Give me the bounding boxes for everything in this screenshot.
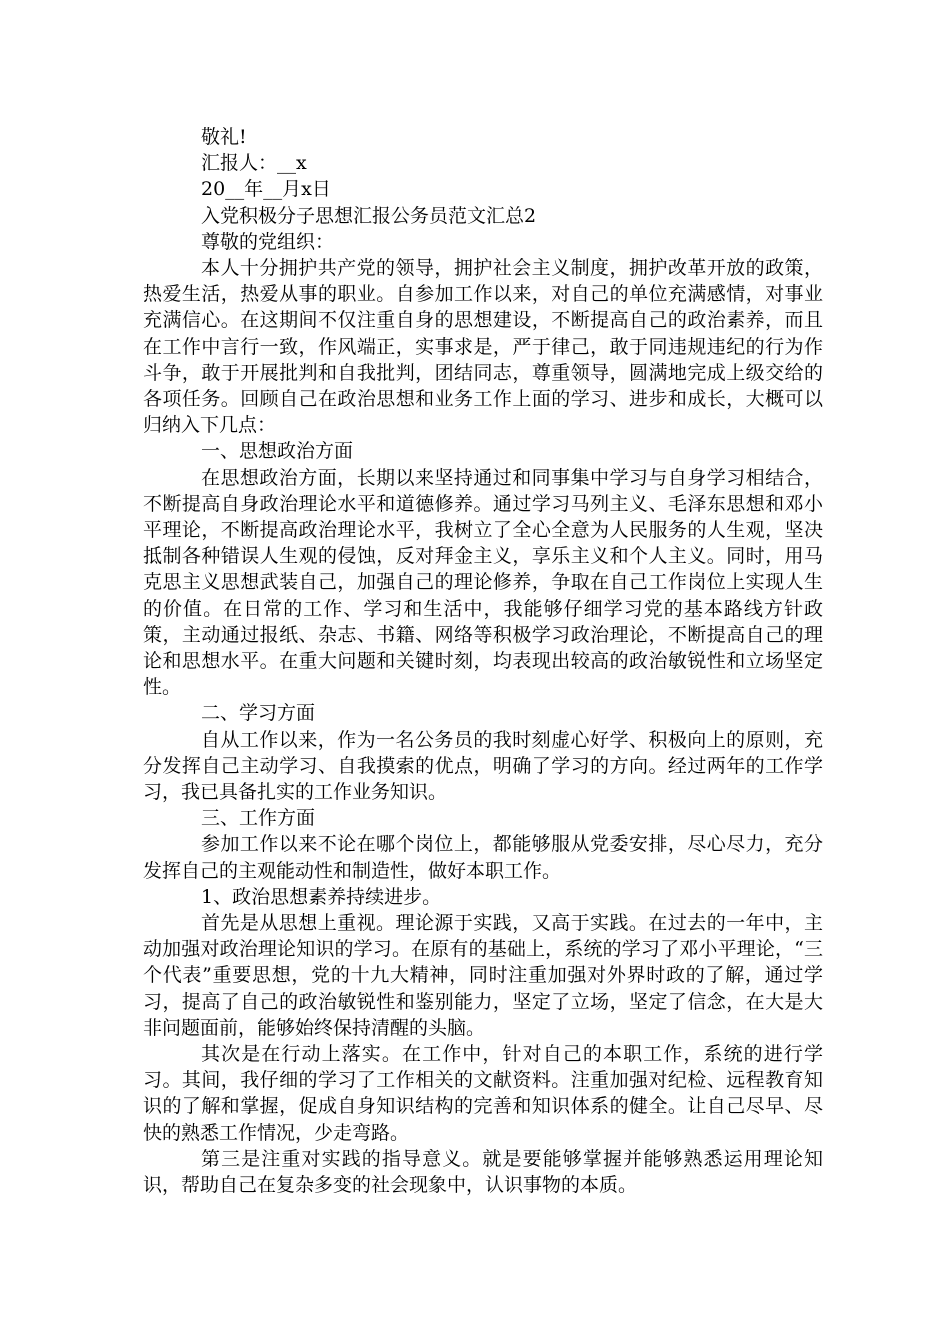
work-paragraph: 参加工作以来不论在哪个岗位上，都能够服从党委安排，尽心尽力，充分发挥自己的主观能动性和制造性，做好本职工作。 bbox=[143, 833, 823, 882]
section-heading-work: 三、工作方面 bbox=[201, 807, 316, 830]
intro-paragraph: 本人十分拥护共产党的领导，拥护社会主义制度，拥护改革开放的政策，热爱生活，热爱从事的职业。自参加工作以来，对自己的单位充满感情，对事业充满信心。在这期间不仅注重自身的思想建设，不断提高自己的政治素养，而且在工作中言行一致，作风端正，实事求是，严于律己，敢于同违规违纪的行为作斗争，敢于开展批判和自我批判，团结同志，尊重领导，圆满地完成上级交给的各项任务。回顾自己在政治思想和业务工作上面的学习、进步和成长，大概可以归纳入下几点： bbox=[143, 256, 823, 437]
date-line: 20__年__月x日 bbox=[201, 178, 331, 201]
political-paragraph: 在思想政治方面，长期以来坚持通过和同事集中学习与自身学习相结合，不断提高自身政治理论水平和道德修养。通过学习马列主义、毛泽东思想和邓小平理论，不断提高政治理论水平，我树立了全心全意为人民服务的人生观，坚决抵制各种错误人生观的侵蚀，反对拜金主义，享乐主义和个人主义。同时，用马克思主义思想武装自己，加强自己的理论修养，争取在自己工作岗位上实现人生的价值。在日常的工作、学习和生活中，我能够仔细学习党的基本路线方针政策，主动通过报纸、杂志、书籍、网络等积极学习政治理论，不断提高自己的理论和思想水平。在重大问题和关键时刻，均表现出较高的政治敏锐性和立场坚定性。 bbox=[143, 466, 823, 699]
study-paragraph: 自从工作以来，作为一名公务员的我时刻虚心好学、积极向上的原则，充分发挥自己主动学习、自我摸索的优点，明确了学习的方向。经过两年的工作学习，我已具备扎实的工作业务知识。 bbox=[143, 728, 823, 803]
closing-salute: 敬礼! bbox=[201, 126, 247, 148]
document-body bbox=[143, 124, 823, 1198]
section-heading-study: 二、学习方面 bbox=[201, 702, 316, 725]
document-title: 入党积极分子思想汇报公务员范文汇总2 bbox=[201, 204, 537, 227]
reporter-line: 汇报人：__x bbox=[201, 152, 307, 175]
section-heading-political: 一、思想政治方面 bbox=[201, 440, 354, 463]
subsection-heading-1: 1、政治思想素养持续进步。 bbox=[201, 885, 442, 908]
second-point-paragraph: 其次是在行动上落实。在工作中，针对自己的本职工作，系统的进行学习。其间，我仔细的学习了工作相关的文献资料。注重加强对纪检、远程教育知识的了解和掌握，促成自身知识结构的完善和知识体系的健全。让自己尽早、尽快的熟悉工作情况，少走弯路。 bbox=[143, 1043, 823, 1144]
first-point-paragraph: 首先是从思想上重视。理论源于实践，又高于实践。在过去的一年中，主动加强对政治理论知识的学习。在原有的基础上，系统的学习了邓小平理论，“三个代表”重要思想，党的十九大精神，同时注重加强对外界时政的了解，通过学习，提高了自己的政治敏锐性和鉴别能力，坚定了立场，坚定了信念，在大是大非问题面前，能够始终保持清醒的头脑。 bbox=[143, 912, 823, 1039]
greeting: 尊敬的党组织： bbox=[201, 230, 335, 253]
third-point-paragraph: 第三是注重对实践的指导意义。就是要能够掌握并能够熟悉运用理论知识，帮助自己在复杂多变的社会现象中，认识事物的本质。 bbox=[143, 1147, 823, 1197]
